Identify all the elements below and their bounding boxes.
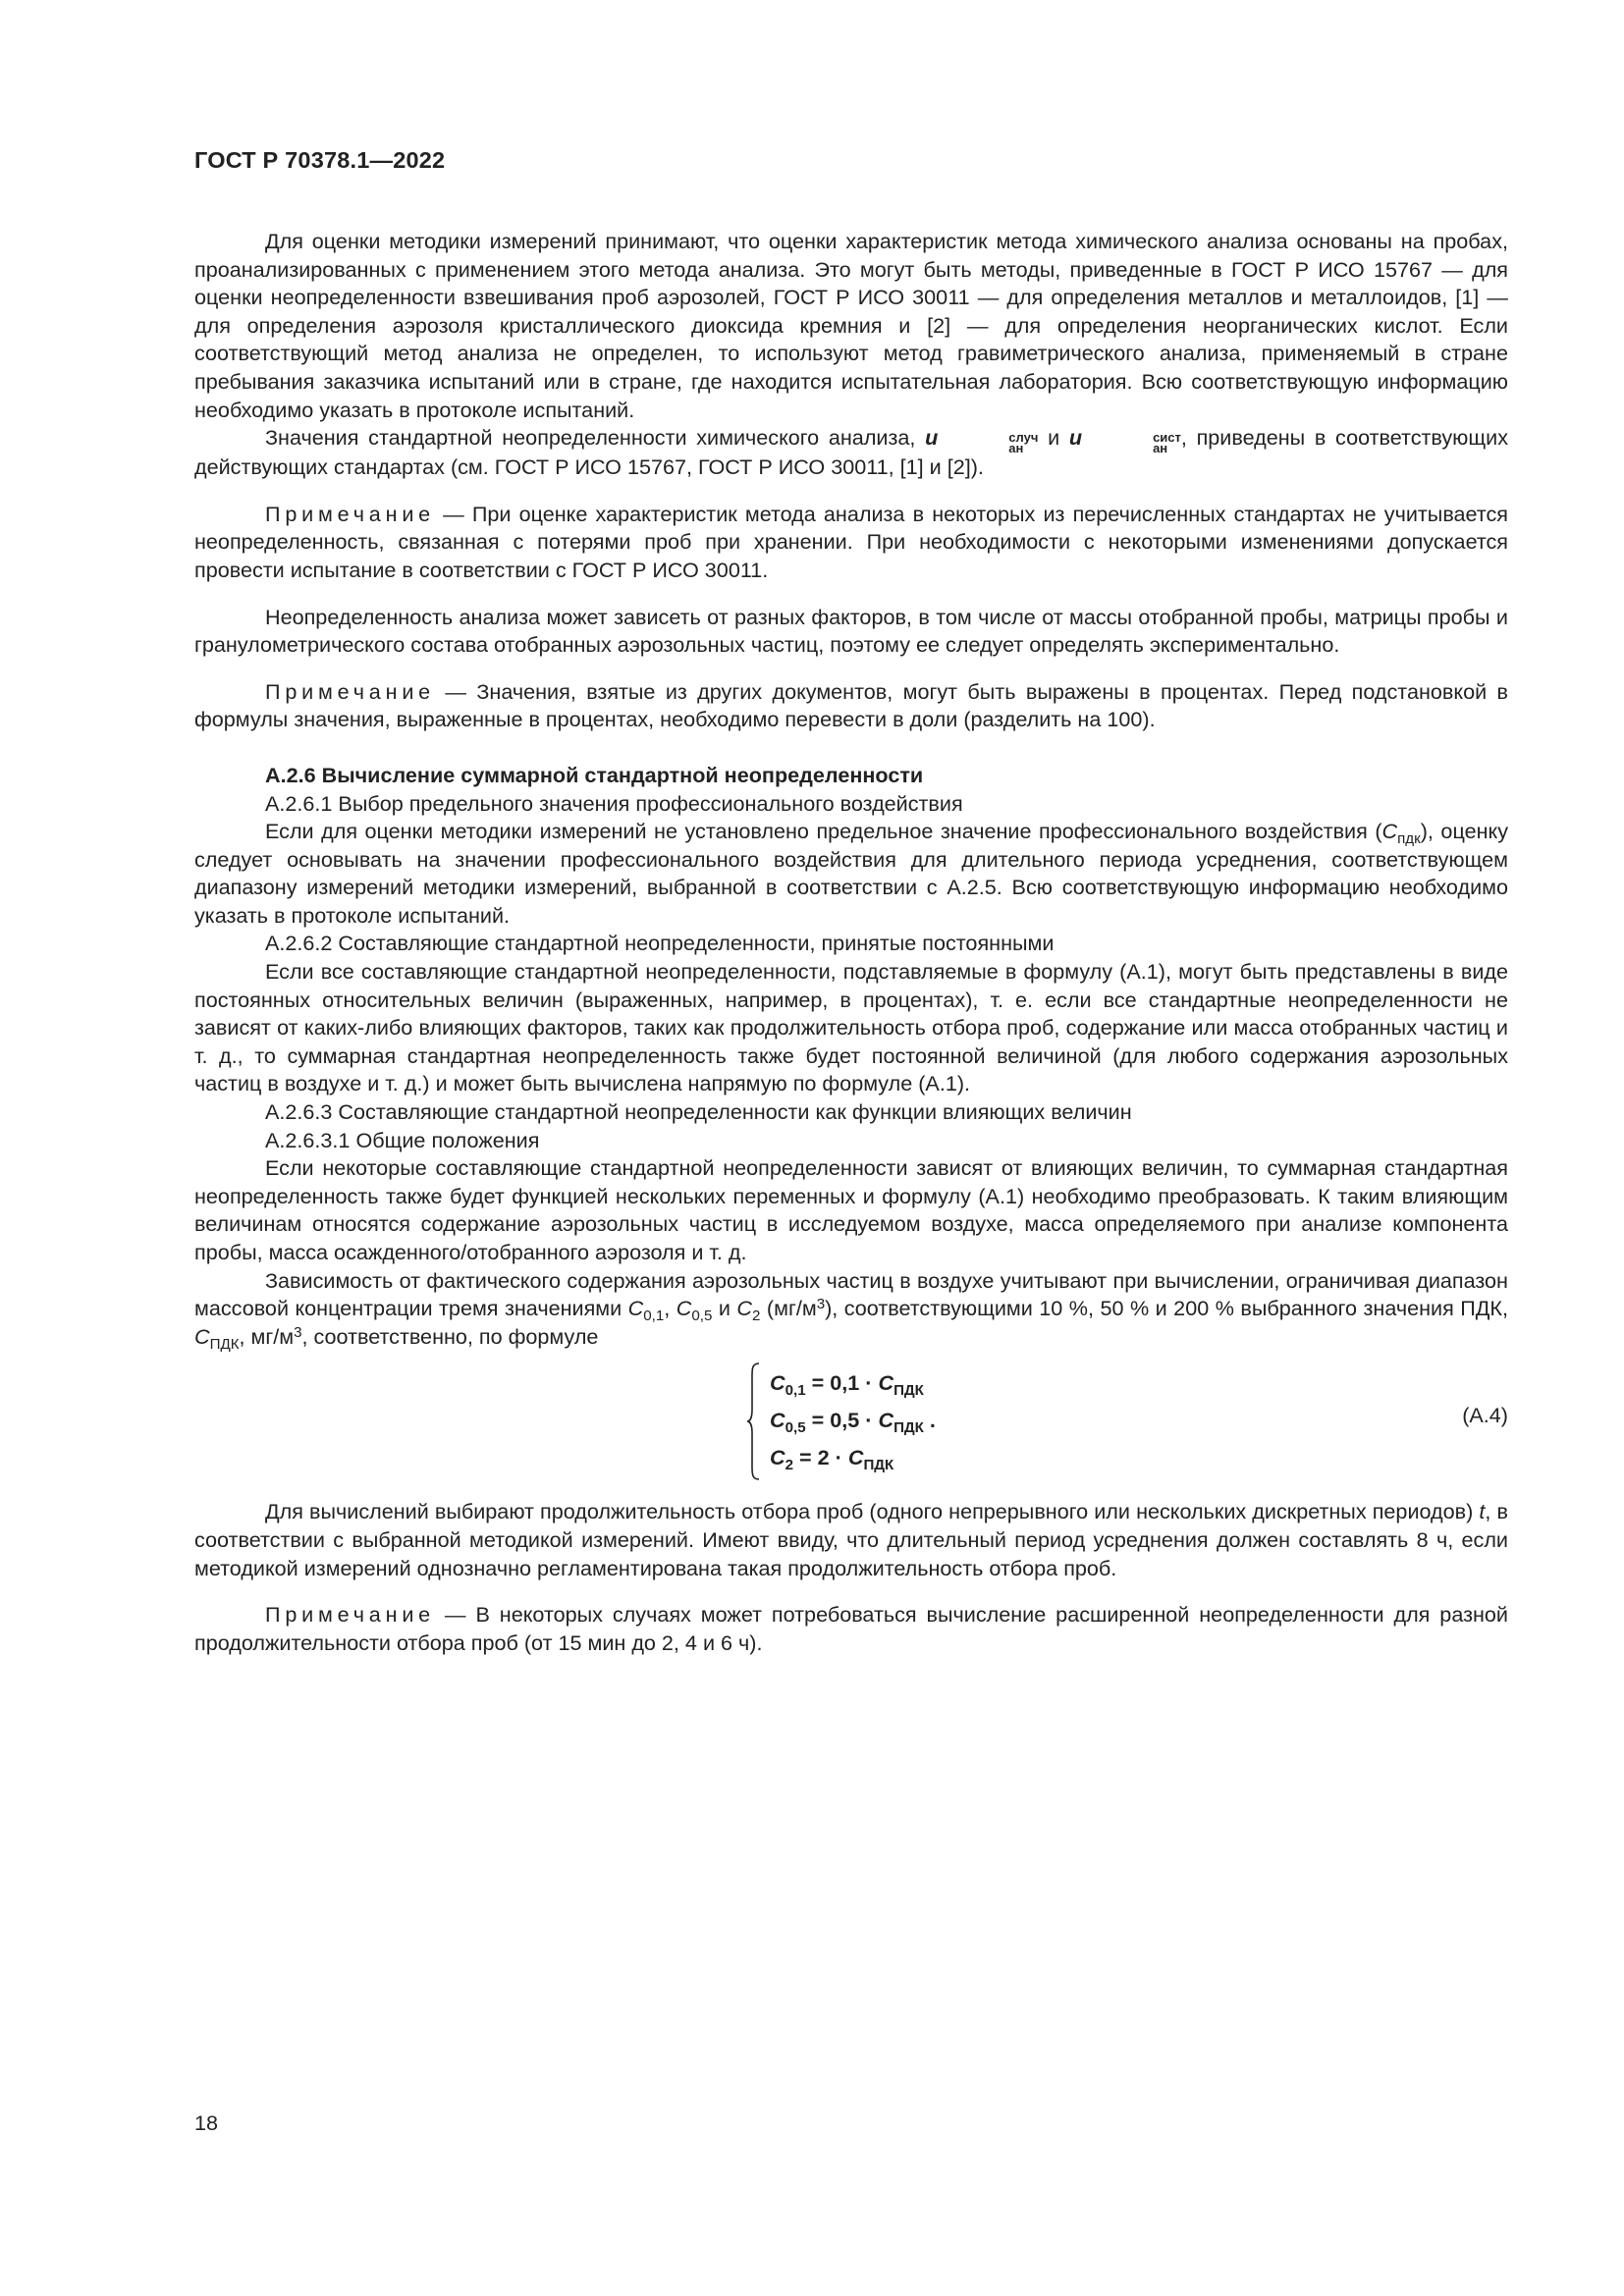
- heading-a263: А.2.6.3 Составляющие стандартной неопределенности как функции влияющих величин: [265, 1099, 1132, 1125]
- formula-line-c05: $C_{0,5} = 0,5 \cdot C_{ПДК}$ .: [770, 1408, 936, 1437]
- equation-number: (А.4): [1462, 1403, 1508, 1428]
- note-percent-values: Примечание — Значения, взятые из других документов, могут быть выражены в процентах. Перед подстановкой в формулы значения, выраженные в процентах, необходимо перевести в доли (разделить на 100).: [194, 678, 1508, 732]
- paragraph-chem-uncertainty: Значения стандартной неопределенности химического анализа, u случ ан и u сист ан , приведены в соответствующих действующих стандартах (см. ГОСТ Р ИСО 15767, ГОСТ Р ИСО 30011, [1] и [2]).: [194, 425, 1509, 480]
- u-random-indices: случ ан: [1008, 430, 1039, 456]
- u-system-indices: сист ан: [1153, 430, 1181, 456]
- note-expanded-uncertainty: Примечание — В некоторых случаях может потребоваться вычисление расширенной неопределенности для разной продолжительности отбора проб (от 15 мин до 2, 4 и 6 ч).: [194, 1602, 1508, 1655]
- paragraph-analysis-factors: Неопределенность анализа может зависеть от разных факторов, в том числе от массы отобранной пробы, матрицы пробы и гранулометрического состава отобранных аэрозольных частиц, поэтому ее следует определять экспериментально.: [194, 604, 1508, 658]
- heading-a262: А.2.6.2 Составляющие стандартной неопределенности, принятые постоянными: [265, 931, 1055, 956]
- paragraph-influence-quantities: Если некоторые составляющие стандартной неопределенности зависят от влияющих величин, то суммарная стандартная неопределенность также будет функцией нескольких переменных и формулу (А.1) необходимо преобразовать. К таким влияющим величинам относятся содержание аэрозольных частиц в исследуемом воздухе, масса определяемого при анализе компонента пробы, масса осажденного/отобранного аэрозоля и т. д.: [194, 1155, 1508, 1264]
- document-code-header: ГОСТ Р 70378.1—2022: [194, 147, 446, 173]
- heading-a26: А.2.6 Вычисление суммарной стандартной неопределенности: [265, 762, 924, 787]
- page-number: 18: [194, 2110, 219, 2135]
- note-storage-losses: Примечание — При оценке характеристик метода анализа в некоторых из перечисленных стандартах не учитывается неопределенность, связанная с потерями проб при хранении. При необходимости с некоторыми изменениями допускается провести испытание в соответствии с ГОСТ Р ИСО 30011.: [194, 501, 1508, 582]
- formula-lines: [770, 1364, 936, 1476]
- paragraph-limit-value: Если для оценки методики измерений не установлено предельное значение профессионального воздействия $(C_{пдк})$, оценку следует основывать на значении профессионального воздействия для длительного периода усреднения, соответствующем диапазону измерений методики измерений, выбранной в соответствии с А.2.5. Всю соответствующую информацию необходимо указать в протоколе испытаний.: [194, 819, 1508, 928]
- document-body: [194, 228, 1508, 1657]
- paragraph-method-evaluation: Для оценки методики измерений принимают, что оценки характеристик метода химического анализа основаны на пробах, проанализированных с применением этого метода анализа. Это могут быть методы, приведенные в ГОСТ Р ИСО 15767 — для оценки неопределенности взвешивания проб аэрозолей, ГОСТ Р ИСО 30011 — для определения металлов и металлоидов, [1] — для определения аэрозоля кристаллического диоксида кремния и [2] — для определения неорганических кислот. Если соответствующий метод анализа не определен, то используют метод гравиметрического анализа, применяемый в стране пребывания заказчика испытаний или в стране, где находится испытательная лаборатория. Всю соответствующую информацию необходимо указать в протоколе испытаний.: [194, 229, 1508, 422]
- left-brace-icon: [746, 1362, 760, 1480]
- paragraph-constant-components: Если все составляющие стандартной неопределенности, подставляемые в формулу (А.1), могут быть представлены в виде постоянных относительных величин (выраженных, например, в процентах), т. е. если все стандартные неопределенности не зависят от каких-либо влияющих факторов, таких как продолжительность отбора проб, содержание или масса отобранных частиц и т. д., то суммарная стандартная неопределенность также будет постоянной величиной (для любого содержания аэрозольных частиц в воздухе и т. д.) и может быть вычислена напрямую по формуле (А.1).: [194, 959, 1508, 1096]
- formula-a4: [194, 1362, 1508, 1488]
- paragraph-sampling-duration: Для вычислений выбирают продолжительность отбора проб (одного непрерывного или нескольких дискретных периодов) t, в соответствии с выбранной методикой измерений. Имеют ввиду, что длительный период усреднения должен составлять 8 ч, если методикой измерений однозначно регламентирована такая продолжительность отбора проб.: [194, 1499, 1508, 1580]
- formula-line-c01: $C_{0,1} = 0,1 \cdot C_{ПДК}$: [770, 1370, 924, 1400]
- heading-a261: А.2.6.1 Выбор предельного значения профессионального воздействия: [265, 790, 963, 816]
- paragraph-concentration-range: Зависимость от фактического содержания аэрозольных частиц в воздухе учитывают при вычислении, ограничивая диапазон массовой концентрации тремя значениями $C_{0,1}$, $C_{0,5}$ и $C_2$ $(мг/м^3)$, соответствующими 10 %, 50 % и 200 % выбранного значения ПДК, $C_{ПДК}$, $мг/м^3$, соответственно, по формуле: [194, 1267, 1508, 1353]
- formula-line-c2: $C_2 = 2 \cdot C_{ПДК}$: [770, 1445, 894, 1474]
- heading-a2631: А.2.6.3.1 Общие положения: [265, 1127, 540, 1152]
